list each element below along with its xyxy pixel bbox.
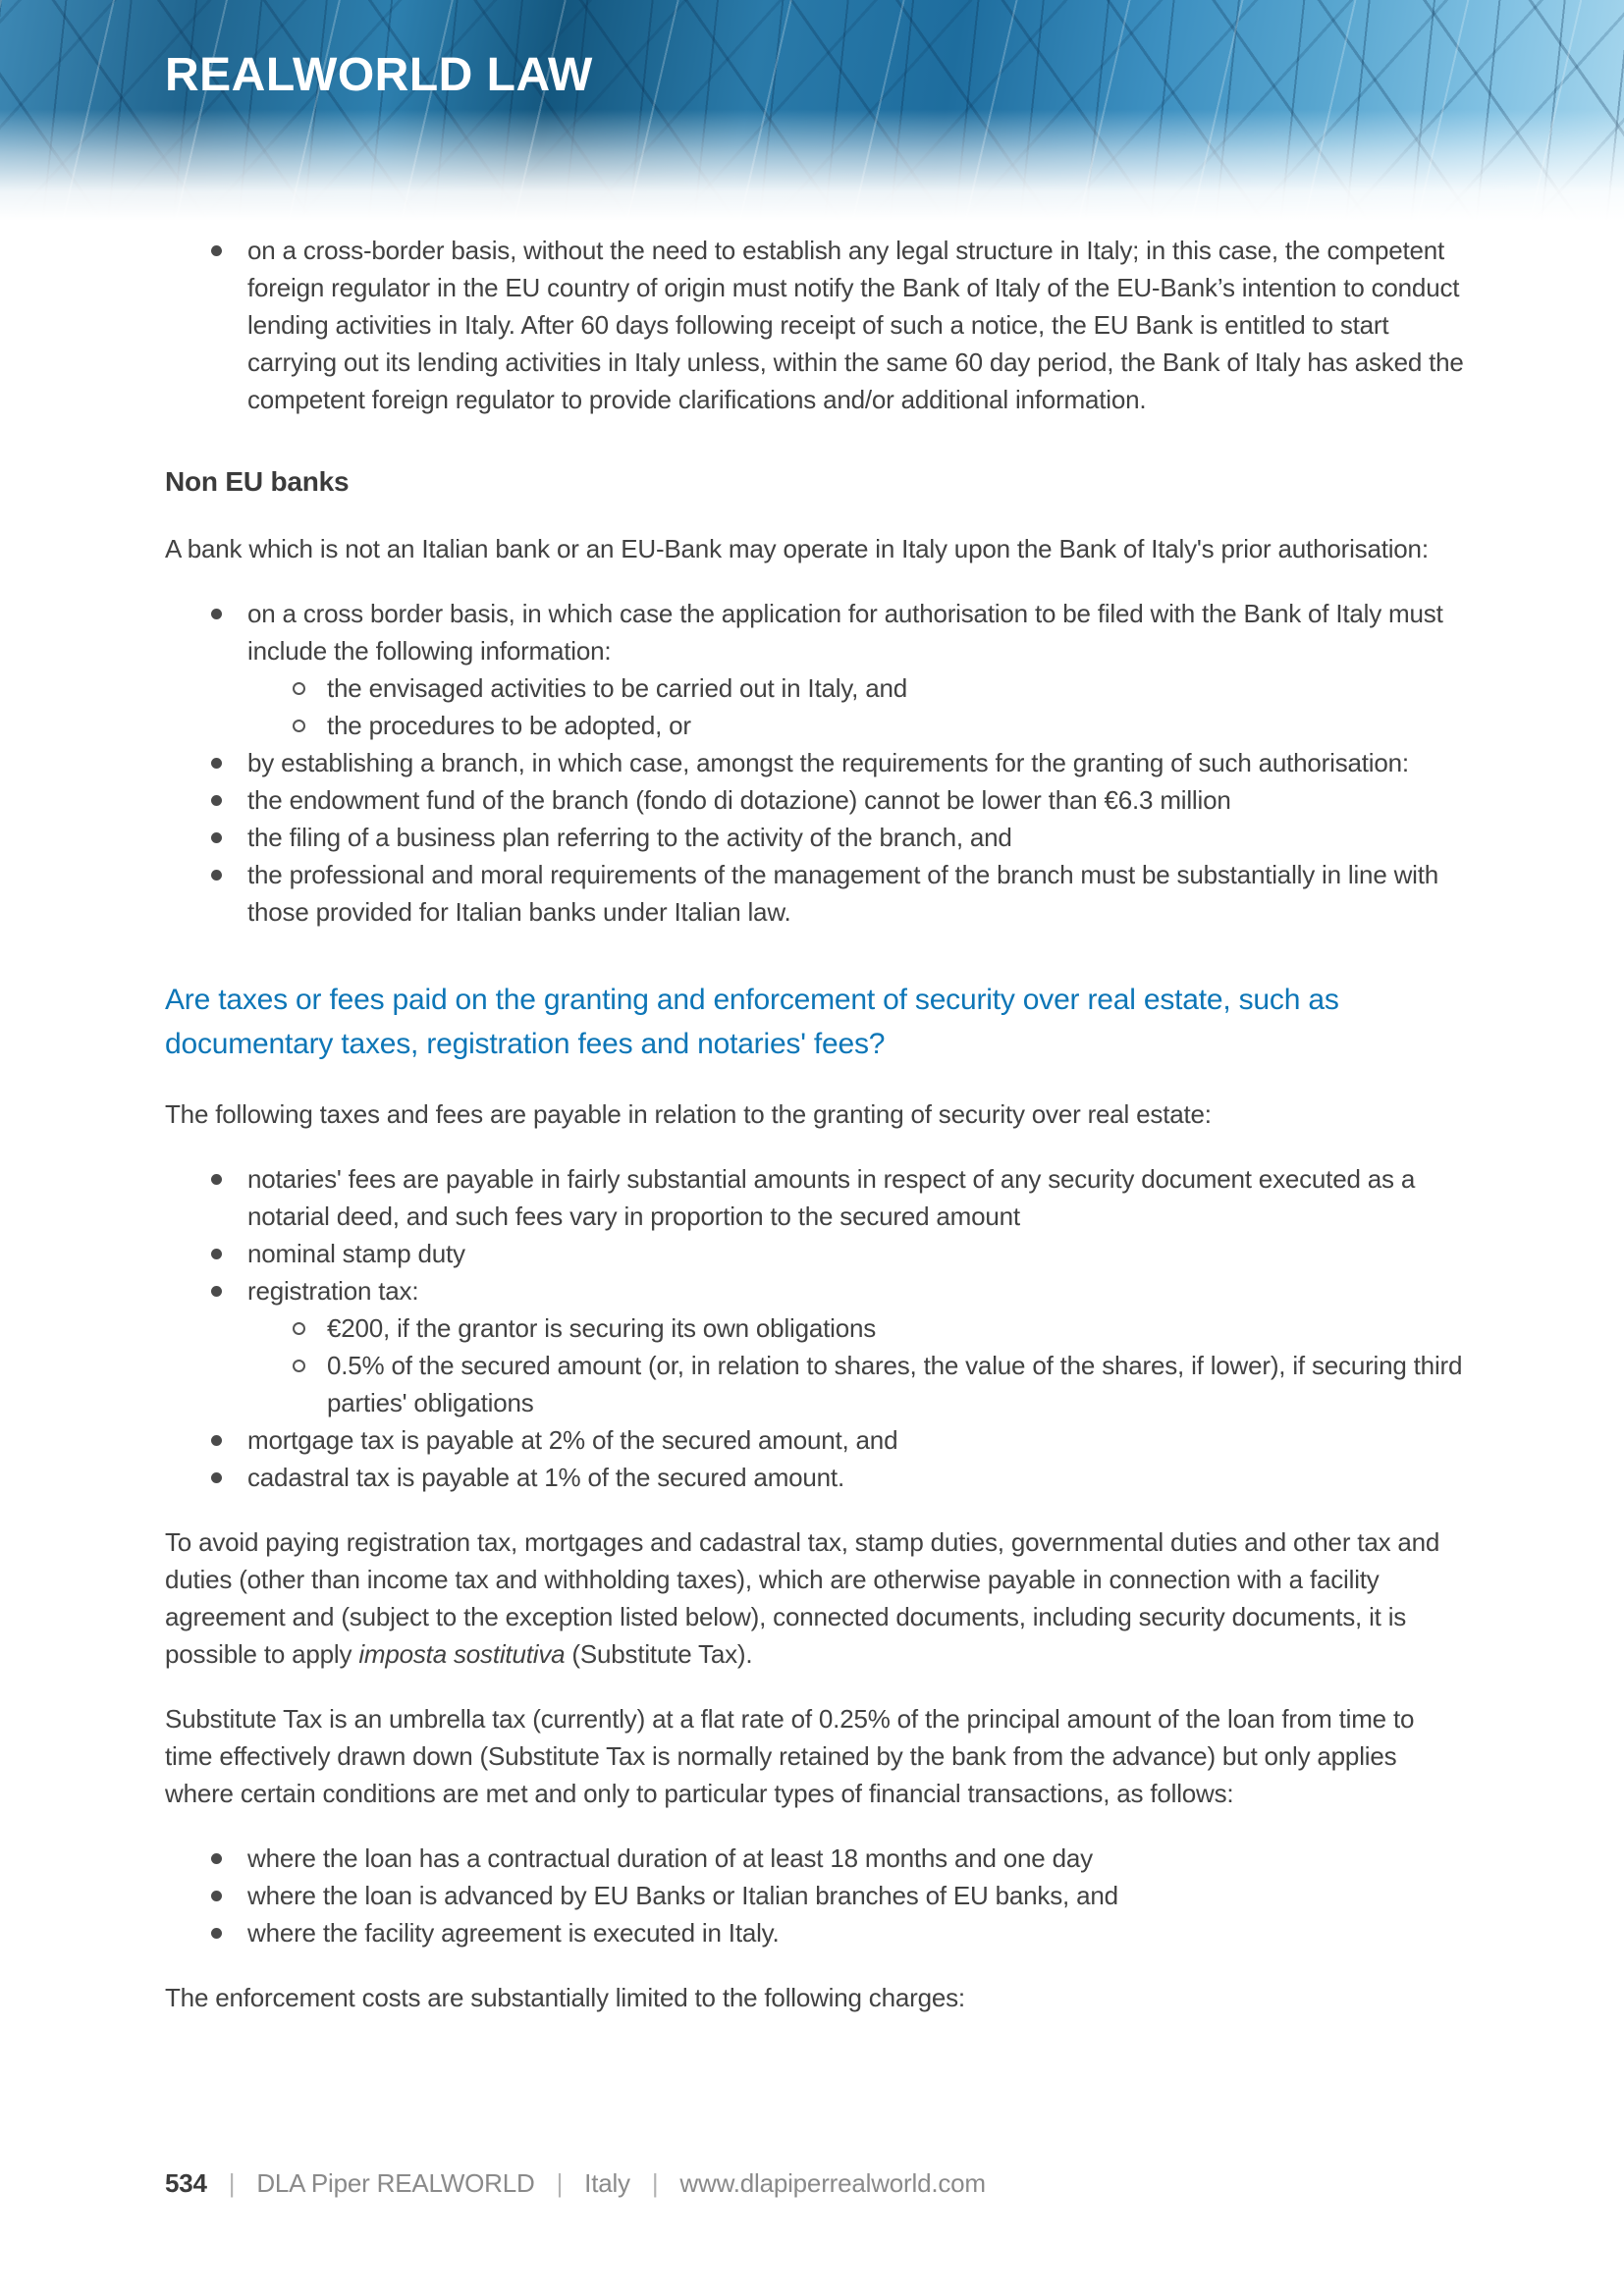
list-item [165, 232, 1467, 418]
list-item [165, 744, 1467, 781]
page-content [0, 232, 1624, 2016]
footer-separator: | [651, 2168, 659, 2198]
circle-bullet-icon [293, 1322, 305, 1335]
list-item [165, 1309, 1467, 1347]
bullet-icon [211, 795, 222, 806]
bullet-icon [211, 609, 222, 619]
substitute-tax-conditions-list [165, 1840, 1467, 1951]
list-item-text: the filing of a business plan referring to the activity of the branch, and [247, 823, 1012, 852]
list-item [165, 819, 1467, 856]
bullet-icon [211, 758, 222, 769]
list-item [165, 1840, 1467, 1877]
non-eu-banks-intro: A bank which is not an Italian bank or an EU-Bank may operate in Italy upon the Bank of Italy's prior authorisation: [165, 534, 1429, 563]
list-item-text: mortgage tax is payable at 2% of the secured amount, and [247, 1425, 898, 1455]
footer-separator: | [228, 2168, 236, 2198]
bullet-icon [211, 870, 222, 881]
list-item [165, 669, 1467, 707]
list-item-text: where the facility agreement is executed in Italy. [247, 1918, 780, 1948]
substitute-tax-detail: Substitute Tax is an umbrella tax (currently) at a flat rate of 0.25% of the principal amount of the loan from time to time effectively drawn down (Substitute Tax is normally retained by the bank from the advance) but only applies where certain conditions are met and only to particular types of financial transactions, as follows: [165, 1704, 1415, 1808]
list-item [165, 856, 1467, 931]
list-item-text: the professional and moral requirements of the management of the branch must be substantially in line with those provided for Italian banks under Italian law. [247, 860, 1439, 927]
list-item [165, 595, 1467, 669]
footer-country: Italy [584, 2168, 630, 2198]
substitute-tax-paragraph-pre: To avoid paying registration tax, mortgages and cadastral tax, stamp duties, governmental duties and other tax and duties (other than income tax and withholding taxes), which are otherwise payable in connection with a facility agreement and (subject to the exception listed below), connected documents, including security documents, it is possible to apply [165, 1527, 1440, 1669]
circle-bullet-icon [293, 720, 305, 732]
list-item [165, 1160, 1467, 1235]
list-item [165, 1272, 1467, 1309]
substitute-tax-paragraph [165, 1523, 1467, 1673]
brand-title: REALWORLD LAW [165, 49, 593, 101]
list-item-text: on a cross border basis, in which case the application for authorisation to be filed with the Bank of Italy must include the following information: [247, 599, 1443, 666]
substitute-tax-paragraph-post: (Substitute Tax). [565, 1639, 753, 1669]
eu-bank-bullet-list [165, 232, 1467, 418]
list-item-text: where the loan is advanced by EU Banks or Italian branches of EU banks, and [247, 1881, 1118, 1910]
taxes-list [165, 1160, 1467, 1496]
list-item-text: €200, if the grantor is securing its own obligations [327, 1313, 877, 1343]
list-item [165, 781, 1467, 819]
question-heading-taxes: Are taxes or fees paid on the granting and enforcement of security over real estate, such as documentary taxes, registration fees and notaries' fees? [165, 984, 1339, 1060]
bullet-icon [211, 1853, 222, 1864]
list-item [165, 707, 1467, 744]
list-item [165, 1914, 1467, 1951]
substitute-tax-term: imposta sostitutiva [358, 1639, 566, 1669]
section-heading-non-eu-banks: Non EU banks [165, 466, 350, 497]
list-item-text: the endowment fund of the branch (fondo di dotazione) cannot be lower than €6.3 million [247, 785, 1231, 815]
list-item-text: cadastral tax is payable at 1% of the secured amount. [247, 1463, 844, 1492]
list-item-text: the procedures to be adopted, or [327, 711, 691, 740]
list-item-text: by establishing a branch, in which case, amongst the requirements for the granting of such authorisation: [247, 748, 1409, 777]
taxes-intro: The following taxes and fees are payable in relation to the granting of security over real estate: [165, 1099, 1212, 1129]
bullet-icon [211, 1472, 222, 1483]
bullet-icon [211, 1891, 222, 1901]
list-item [165, 1459, 1467, 1496]
list-item-text: nominal stamp duty [247, 1239, 465, 1268]
bullet-icon [211, 1928, 222, 1939]
list-item [165, 1421, 1467, 1459]
list-item-text: on a cross-border basis, without the need to establish any legal structure in Italy; in this case, the competent foreign regulator in the EU country of origin must notify the Bank of Italy of the EU-Bank’s intention to conduct lending activities in Italy. After 60 days following receipt of such a notice, the EU Bank is entitled to start carrying out its lending activities in Italy unless, within the same 60 day period, the Bank of Italy has asked the competent foreign regulator to provide clarifications and/or additional information. [247, 236, 1464, 414]
list-item [165, 1347, 1467, 1421]
page-number: 534 [165, 2168, 207, 2198]
header-banner [0, 0, 1624, 228]
list-item-text: the envisaged activities to be carried out in Italy, and [327, 673, 908, 703]
bullet-icon [211, 1435, 222, 1446]
circle-bullet-icon [293, 1360, 305, 1372]
footer-website: www.dlapiperrealworld.com [679, 2168, 986, 2198]
list-item-text: where the loan has a contractual duration of at least 18 months and one day [247, 1843, 1093, 1873]
list-item [165, 1877, 1467, 1914]
circle-bullet-icon [293, 682, 305, 695]
list-item-text: 0.5% of the secured amount (or, in relation to shares, the value of the shares, if lower), if securing third parties' obligations [327, 1351, 1463, 1417]
bullet-icon [211, 245, 222, 256]
list-item [165, 1235, 1467, 1272]
non-eu-banks-list [165, 595, 1467, 931]
footer-brand: DLA Piper REALWORLD [256, 2168, 535, 2198]
list-item-text: registration tax: [247, 1276, 419, 1306]
bullet-icon [211, 1286, 222, 1297]
list-item-text: notaries' fees are payable in fairly substantial amounts in respect of any security document executed as a notarial deed, and such fees vary in proportion to the secured amount [247, 1164, 1416, 1231]
footer-separator: | [556, 2168, 564, 2198]
page-footer [165, 2166, 986, 2200]
enforcement-intro: The enforcement costs are substantially limited to the following charges: [165, 1983, 965, 2012]
bullet-icon [211, 1174, 222, 1185]
bullet-icon [211, 832, 222, 843]
bullet-icon [211, 1249, 222, 1259]
